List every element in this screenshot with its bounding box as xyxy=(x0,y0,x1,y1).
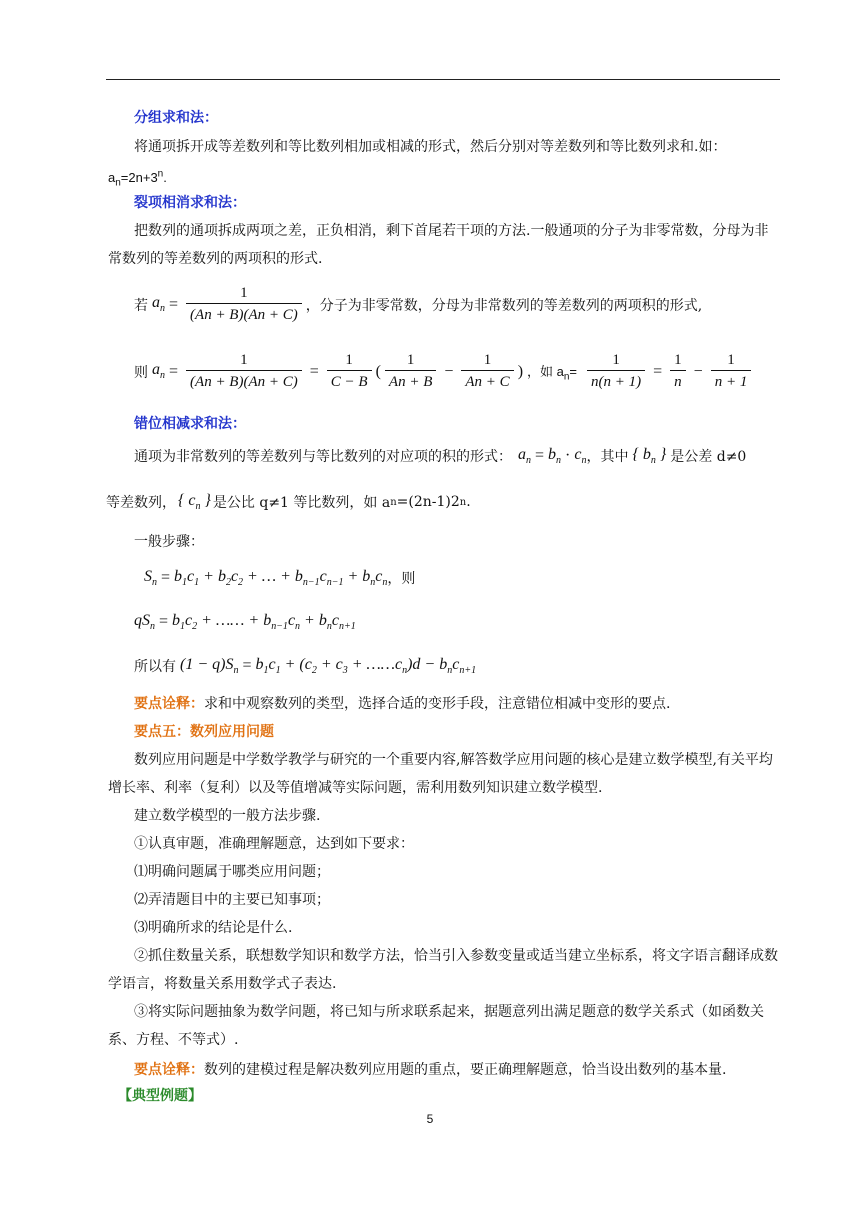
modeling-step-2: ②抓住数量关系，联想数学知识和数学方法，恰当引入参数变量或适当建立坐标系，将文字语言翻译成数学语言，将数量关系用数学式子表达. xyxy=(108,948,778,992)
split-cancel-formula-then: 则 $a_n$ = $\frac{1}{(An + B)(An + C)}$ = $\frac{1}{C - B}$ ( $\frac{1}{An + B}$ − $\frac{1}{An + C}$ ) ，如 $a_n=$ $\frac{1}{n(n + 1)}$ = $\frac{1}{n}$ − $\frac{1}{n + 1}$ xyxy=(134,350,755,393)
header-rule xyxy=(106,79,780,80)
typical-examples-heading: 【典型例题】 xyxy=(118,1088,202,1104)
heading-split-cancel: 裂项相消求和法： xyxy=(134,195,246,211)
sum-formula-result: 所以有 $(1 - q)S_n$ = $b_1c_1 + (c_2 + c_3$ + $\dots\dots c_n)d - b_nc_{n+1}$ xyxy=(134,656,477,677)
general-steps-label: 一般步骤： xyxy=(134,534,204,550)
modeling-step-1-sub-3: ⑶明确所求的结论是什么. xyxy=(134,920,293,936)
grouping-sum-example: $a_n=2n+3^n$. xyxy=(108,169,167,189)
heading-grouping-sum: 分组求和法： xyxy=(134,110,218,126)
offset-subtract-line2: 等差数列， { $c_n$ } 是公比 q≠1 等比数列，如 a n =(2n-1)2 n . xyxy=(106,492,471,513)
grouping-sum-paragraph xyxy=(108,133,780,198)
page-number: 5 xyxy=(426,1112,434,1126)
grouping-sum-text: 将通项拆开成等差数列和等比数列相加或相减的形式，然后分别对等差数列和等比数列求和.如： xyxy=(134,139,727,155)
modeling-step-3: ③将实际问题抽象为数学问题，将已知与所求联系起来，据题意列出满足题意的数学关系式（如函数关系、方程、不等式）. xyxy=(108,1004,764,1048)
heading-key-point-five: 要点五：数列应用问题 xyxy=(134,724,274,740)
heading-offset-subtract: 错位相减求和法： xyxy=(134,416,246,432)
offset-subtract-note: 要点诠释：求和中观察数列的类型，选择合适的变形手段，注意错位相减中变形的要点. xyxy=(134,696,671,712)
offset-subtract-line1: 通项为非常数列的等差数列与等比数列的对应项的积的形式： $a_n$ = $b_n$ · $c_n$ ，其中 { $b_n$ } 是公差 d≠0 xyxy=(134,446,747,467)
split-cancel-paragraph: 把数列的通项拆成两项之差，正负相消，剩下首尾若干项的方法.一般通项的分子为非零常数，分母为非常数列的等差数列的两项积的形式. xyxy=(108,223,769,267)
modeling-step-1-sub-1: ⑴明确问题属于哪类应用问题； xyxy=(134,864,330,880)
modeling-steps-intro: 建立数学模型的一般方法步骤. xyxy=(134,808,321,824)
split-cancel-formula-if: 若 $a_n$ = $\frac{1}{(An + B)(An + C)}$ ，分子为非零常数，分母为非常数列的等差数列的两项积的形式, xyxy=(134,283,702,326)
sum-formula-sn: $S_n$ = $b_1c_1 + b_2c_2$ + … + $b_{n-1}c_{n-1} + b_nc_n$ ，则 xyxy=(144,568,416,589)
application-intro-paragraph: 数列应用问题是中学数学教学与研究的一个重要内容,解答数学应用问题的核心是建立数学模型,有关平均增长率、利率（复利）以及等值增减等实际问题，需利用数列知识建立数学模型. xyxy=(108,752,773,796)
modeling-step-1-sub-2: ⑵弄清题目中的主要已知事项； xyxy=(134,892,330,908)
sum-formula-qsn: $qS_n$ = $b_1c_2$ + …… + $b_{n-1}c_n + b_nc_{n+1}$ xyxy=(134,612,356,633)
application-note: 要点诠释：数列的建模过程是解决数列应用题的重点，要正确理解题意，恰当设出数列的基本量. xyxy=(134,1062,727,1078)
modeling-step-1: ①认真审题，准确理解题意，达到如下要求： xyxy=(134,836,414,852)
